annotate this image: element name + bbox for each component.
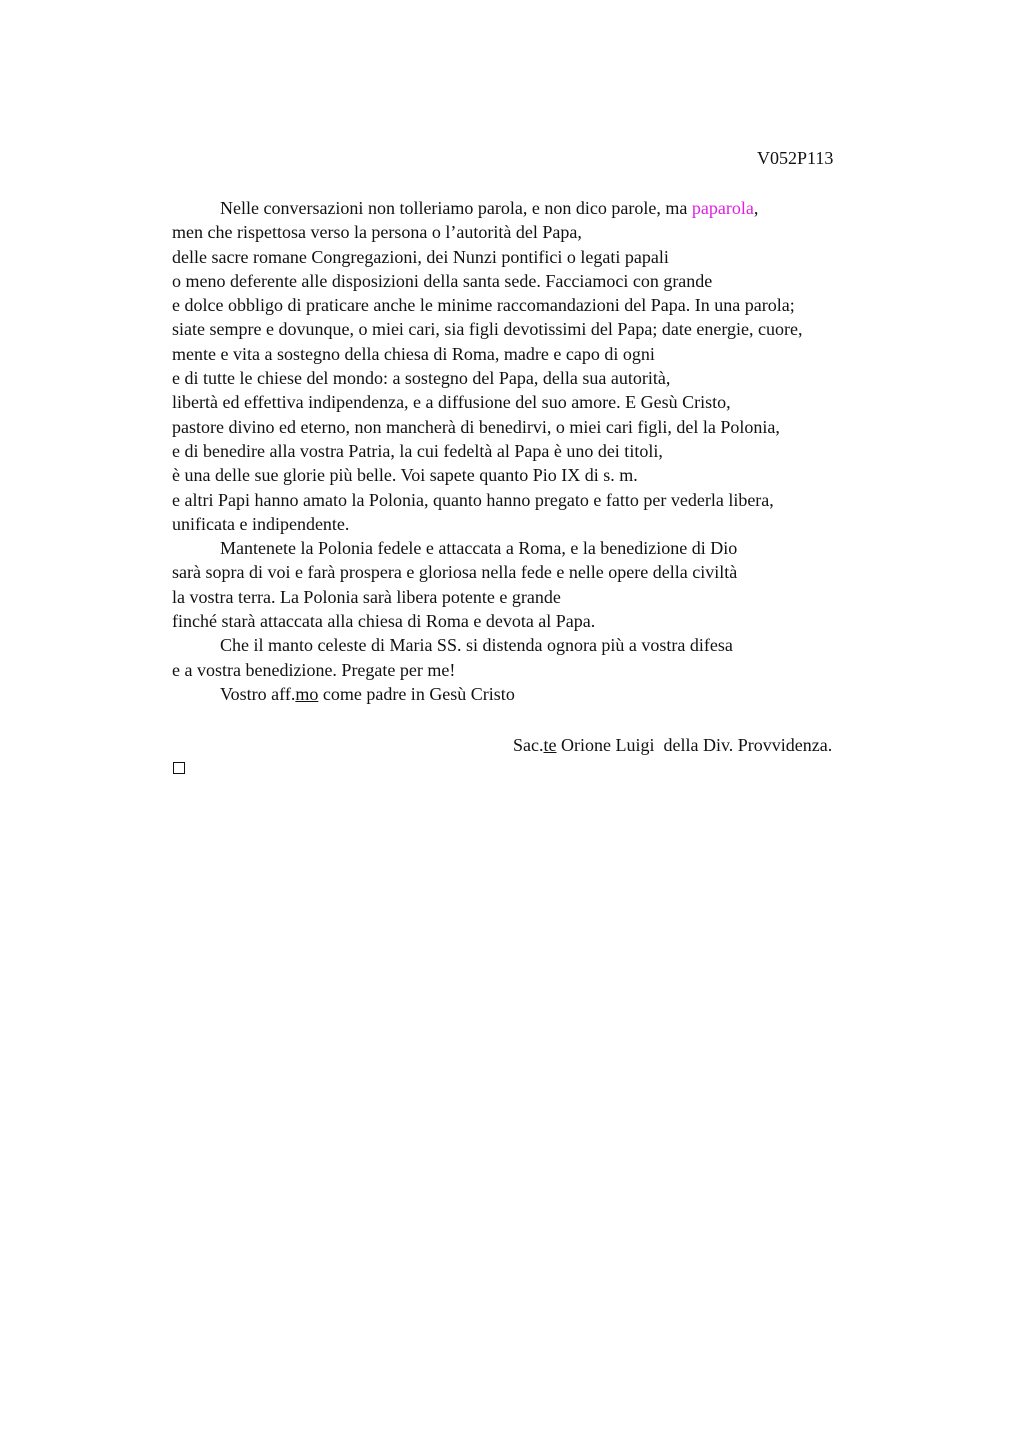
signature-underlined: te [543,735,557,755]
line-text: Nelle conversazioni non tolleriamo parola, e non dico parole, ma [220,198,692,218]
page-code: V052P113 [757,148,834,168]
closing-underlined: mo [295,683,319,704]
text-line: e di tutte le chiese del mondo: a sostegno del Papa, della sua autorità, [172,368,671,389]
closing-line [172,682,932,706]
closing-text: Vostro aff. [220,683,296,704]
text-line: finché starà attaccata alla chiesa di Roma e devota al Papa. [172,611,596,632]
text-line: mente e vita a sostegno della chiesa di Roma, madre e capo di ogni [172,343,655,364]
checkbox-square-icon [173,762,185,774]
signature [513,733,832,757]
signature-text: Sac. [513,735,544,755]
letter-body [172,196,932,706]
text-line: delle sacre romane Congregazioni, dei Nunzi pontifici o legati papali [172,246,669,267]
text-line: è una delle sue glorie più belle. Voi sapete quanto Pio IX di s. m. [172,465,638,486]
text-line: libertà ed effettiva indipendenza, e a diffusione del suo amore. E Gesù Cristo, [172,392,731,413]
text-line: e altri Papi hanno amato la Polonia, quanto hanno pregato e fatto per vederla libera, [172,489,774,510]
text-line: siate sempre e dovunque, o miei cari, sia figli devotissimi del Papa; date energie, cuore, [172,319,803,340]
text-line: sarà sopra di voi e farà prospera e gloriosa nella fede e nelle opere della civiltà [172,562,738,583]
highlighted-word: paparola [691,198,754,218]
text-line: Che il manto celeste di Maria SS. si distenda ognora più a vostra difesa [220,635,733,656]
line-text: , [753,198,759,218]
text-line: men che rispettosa verso la persona o l’autorità del Papa, [172,222,582,243]
paragraph-1-line-1 [172,196,932,220]
text-line: e a vostra benedizione. Pregate per me! [172,659,456,680]
text-line: e di benedire alla vostra Patria, la cui fedeltà al Papa è uno dei titoli, [172,440,663,461]
closing-text: come padre in Gesù Cristo [318,683,515,704]
text-line: e dolce obbligo di praticare anche le minime raccomandazioni del Papa. In una parola; [172,295,795,316]
text-line: la vostra terra. La Polonia sarà libera potente e grande [172,586,561,607]
signature-text: Orione Luigi della Div. Provvidenza. [556,735,833,755]
text-line: Mantenete la Polonia fedele e attaccata a Roma, e la benedizione di Dio [220,538,738,559]
text-line: pastore divino ed eterno, non mancherà di benedirvi, o miei cari figli, del la Polonia, [172,416,780,437]
text-line: o meno deferente alle disposizioni della santa sede. Facciamoci con grande [172,270,713,291]
text-line: unificata e indipendente. [172,513,350,534]
